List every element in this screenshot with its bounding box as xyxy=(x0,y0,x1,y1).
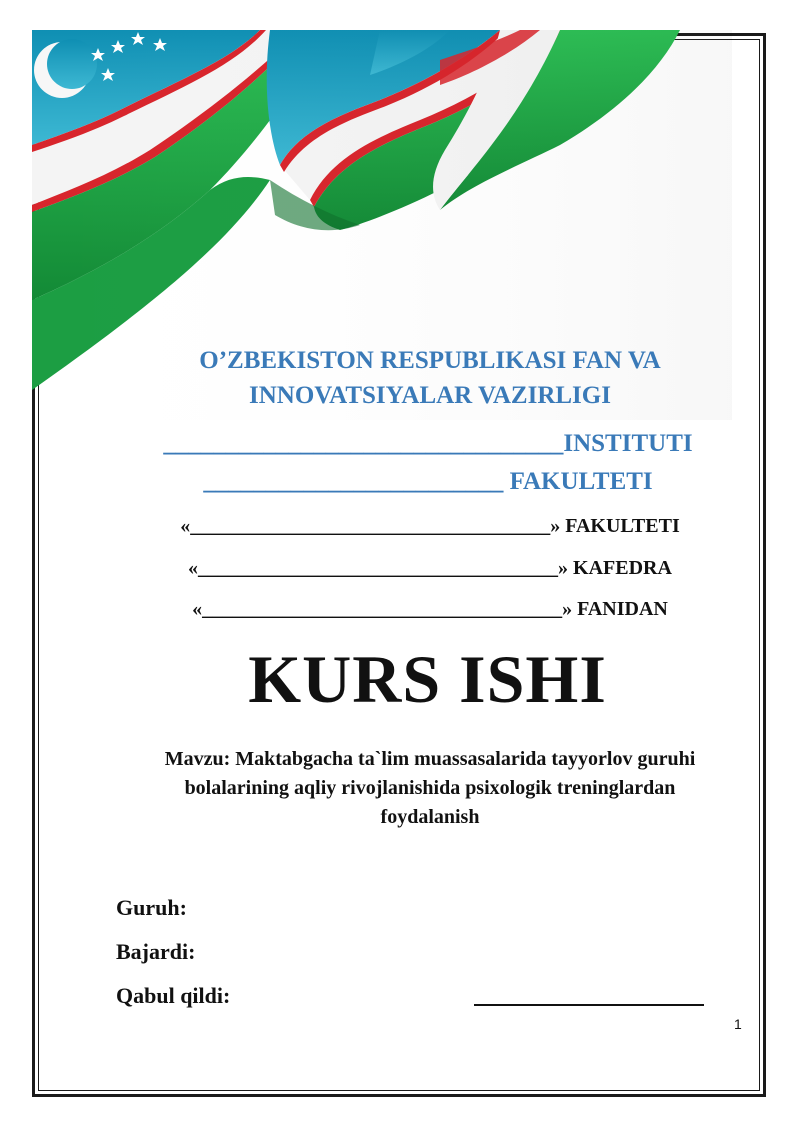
ministry-line-2: INNOVATSIYALAR VAZIRLIGI xyxy=(249,382,611,409)
institute-line: ________________________________INSTITUTI xyxy=(163,430,693,457)
performed-label: Bajardi: xyxy=(116,939,196,964)
accepted-label: Qabul qildi: xyxy=(116,983,231,1008)
group-label: Guruh: xyxy=(116,895,187,920)
department-field: «____________________________________» KAFEDRA xyxy=(188,557,672,579)
faculty-field: «____________________________________» FAKULTETI xyxy=(180,515,680,537)
signature-line xyxy=(474,1004,704,1006)
ministry-heading xyxy=(0,343,800,413)
document-title: KURS ISHI xyxy=(248,641,607,717)
faculty-line: ________________________ FAKULTETI xyxy=(203,468,653,495)
ministry-line-1: O’ZBEKISTON RESPUBLIKASI FAN VA xyxy=(199,347,661,374)
topic-line-1: Mavzu: Maktabgacha ta`lim muassasalarida tayyorlov guruhi xyxy=(164,748,696,770)
topic-line-2: bolalarining aqliy rivojlanishida psixologik treninglardan xyxy=(184,777,676,799)
subject-field: «____________________________________» FANIDAN xyxy=(192,598,668,620)
topic-block xyxy=(130,745,730,832)
topic-line-3: foydalanish xyxy=(380,806,480,828)
page-number: 1 xyxy=(734,1016,742,1032)
